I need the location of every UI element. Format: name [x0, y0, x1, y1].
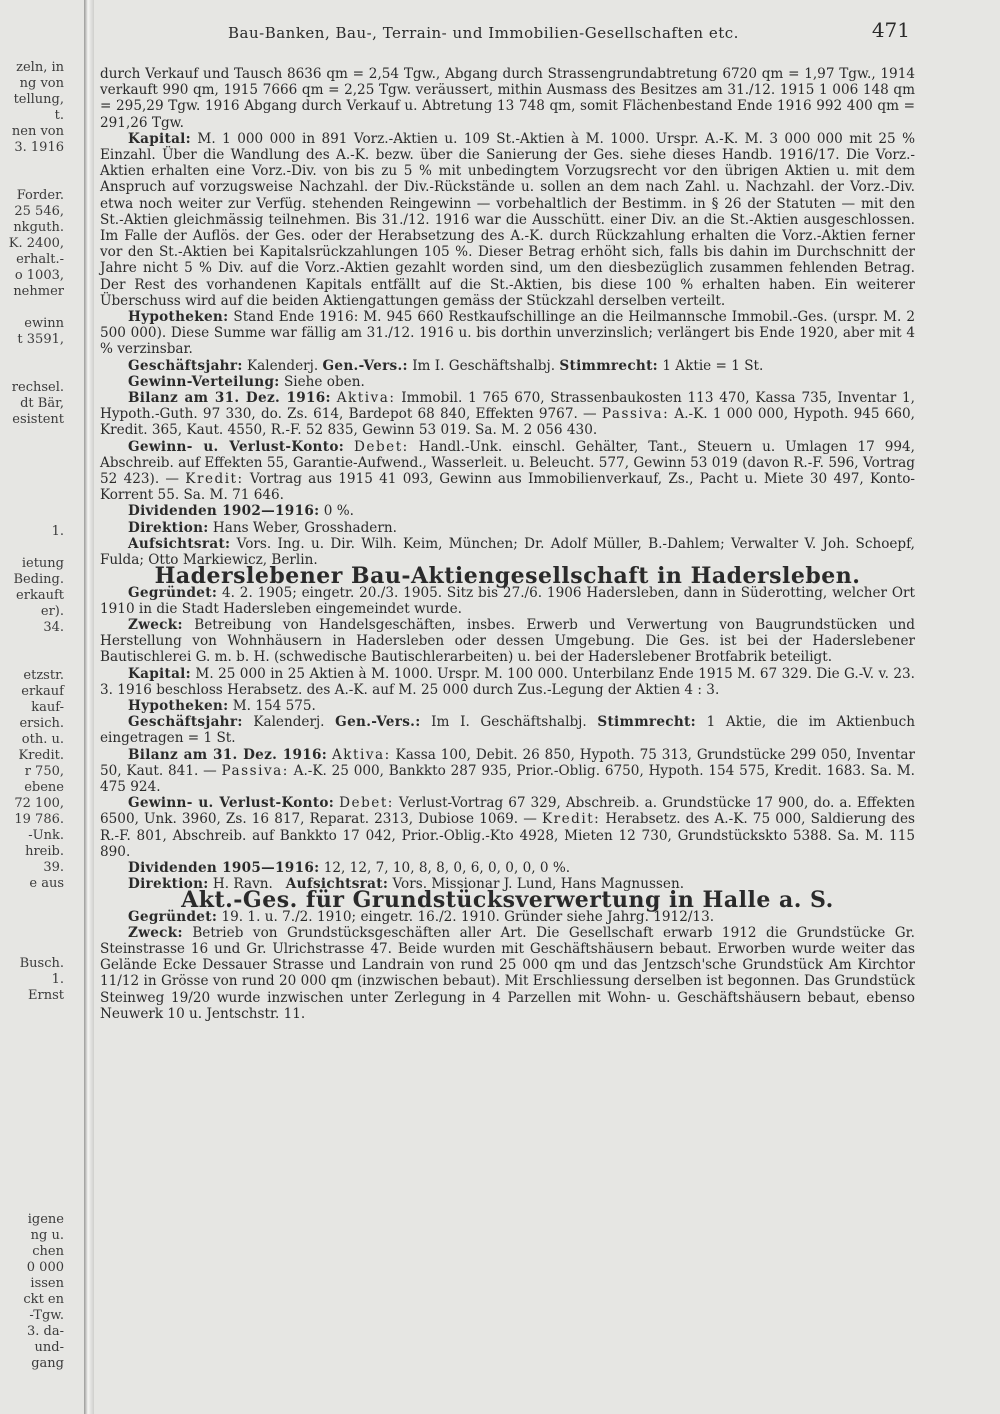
section2-geschaeftsjahr: Geschäftsjahr: Kalenderj. Gen.-Vers.: Im I. Geschäftshalbj. Stimmrecht: 1 Aktie, die im Aktienbuch eingetragen = 1 St.: [100, 714, 915, 747]
margin-fragment: r 750,: [24, 764, 64, 779]
page-header: [100, 18, 910, 48]
margin-fragment: [0, 636, 70, 652]
margin-fragment: 0 000: [26, 1260, 64, 1275]
margin-fragment: [0, 908, 70, 924]
margin-fragment: [0, 1052, 70, 1068]
margin-fragment: zeln, in: [16, 60, 64, 75]
margin-fragment: o 1003,: [14, 268, 64, 283]
margin-fragment: [0, 492, 70, 508]
margin-fragment: ersich.: [19, 716, 64, 731]
margin-fragment: -Unk.: [28, 828, 64, 843]
margin-fragment: [0, 348, 70, 364]
section1-guv: Gewinn- u. Verlust-Konto: Debet: Handl.-Unk. einschl. Gehälter, Tant., Steuern u. Umlagen 17 994, Abschreib. auf Effekten 55, Garantie-Aufwend., Wasserleit. u. Beleucht. 577, Gewinn 53 019 (davon R.-F. 596, Vortrag 52 423). — Kredit: Vortrag aus 1915 41 093, Gewinn aus Immobilienverkauf, Zs., Pacht u. Miete 30 497, Konto-Korrent 55. Sa. M. 71 646.: [100, 438, 915, 504]
section2-guv: Gewinn- u. Verlust-Konto: Debet: Verlust-Vortrag 67 329, Abschreib. a. Grundstücke 17 900, do. a. Effekten 6500, Unk. 3960, Zs. 16 817, Reparat. 2313, Dubiose 1069. — Kredit: Herabsetz. des A.-K. 75 000, Saldierung des R.-F. 801, Abschreib. auf Bankkto 17 042, Prior.-Oblig.-Kto 4928, Mieten 12 730, Grundstückskto 5388. Sa. M. 115 890.: [100, 795, 915, 860]
section2-zweck: Zweck: Betreibung von Handelsgeschäften, insbes. Erwerb und Verwertung von Baugrundstücken und Herstellung von Wohnhäusern in Hadersleben oder dessen Umgebung. Die Ges. ist bei der Haderslebener Bautischlerei G. m. b. H. (schwedische Bautischlerarbeiten) u. bei der Haderslebener Brotfabrik beteiligt.: [100, 616, 915, 666]
margin-fragment: [0, 444, 70, 460]
margin-fragment: [0, 428, 70, 444]
margin-fragment: [0, 300, 70, 316]
section3-title: Akt.-Ges. für Grundstücksverwertung in Halle a. S.: [181, 887, 834, 914]
margin-fragment: 1.: [51, 524, 64, 539]
main-column: [100, 66, 915, 1022]
margin-fragment: [0, 1084, 70, 1100]
margin-fragment: [0, 1116, 70, 1132]
margin-fragment: [0, 460, 70, 476]
margin-fragment: oth. u.: [21, 732, 64, 747]
margin-fragment: er).: [40, 604, 64, 619]
margin-fragment: [0, 1196, 70, 1212]
margin-fragment: nen von: [11, 124, 64, 139]
margin-fragment: 25 546,: [14, 204, 64, 219]
section2-title: Haderslebener Bau-Aktiengesellschaft in Hadersleben.: [154, 563, 861, 590]
margin-fragment: [0, 1132, 70, 1148]
margin-fragment: [0, 1164, 70, 1180]
margin-fragment: [0, 1004, 70, 1020]
margin-fragment: Busch.: [19, 956, 64, 971]
section2-hypotheken: Hypotheken: M. 154 575.: [128, 697, 316, 714]
margin-fragment: t.: [54, 108, 64, 123]
margin-fragment: etzstr.: [23, 668, 64, 683]
margin-fragment: ewinn: [24, 316, 64, 331]
margin-fragment: igene: [27, 1212, 64, 1227]
margin-fragment: [0, 364, 70, 380]
margin-fragment: [0, 508, 70, 524]
section3-gegruendet: Gegründet: 19. 1. u. 7./2. 1910; eingetr. 16./2. 1910. Gründer siehe Jahrg. 1912/13.: [128, 908, 715, 925]
running-title: Bau-Banken, Bau-, Terrain- und Immobilien-Gesellschaften etc.: [228, 24, 739, 42]
section1-gewinnverteilung: Gewinn-Verteilung: Siehe oben.: [128, 373, 365, 390]
margin-fragment: gang: [31, 1356, 64, 1371]
section1-hypotheken: Hypotheken: Stand Ende 1916: M. 945 660 Restkaufschillinge an die Heilmannsche Immobil.-Ges. (urspr. M. 2 500 000). Diese Summe war fällig am 31./12. 1916 u. bis dorthin unverzinslich; verlängert bis Ende 1920, aber mit 4 % verzinsbar.: [100, 309, 915, 358]
section1-dividenden: Dividenden 1902—1916: 0 %.: [128, 503, 354, 520]
margin-fragment: [0, 1068, 70, 1084]
margin-fragment: [0, 540, 70, 556]
margin-fragment: [0, 924, 70, 940]
margin-fragment: ckt en: [23, 1292, 64, 1307]
margin-fragment: e aus: [29, 876, 64, 891]
margin-fragment: 3. da-: [26, 1324, 64, 1339]
margin-fragment: [0, 476, 70, 492]
margin-fragment: kauf-: [31, 700, 64, 715]
section2-bilanz: Bilanz am 31. Dez. 1916: Aktiva: Kassa 100, Debit. 26 850, Hypoth. 75 313, Grundstücke 299 050, Inventar 50, Kaut. 841. — Passiva: A.-K. 25 000, Bankkto 287 935, Prior.-Oblig. 6750, Hypoth. 154 575, Kredit. 1683. Sa. M. 475 924.: [100, 746, 915, 795]
section2-gegruendet: Gegründet: 4. 2. 1905; eingetr. 20./3. 1905. Sitz bis 27./6. 1906 Hadersleben, dann in Süderotting, welcher Ort 1910 in die Stadt Hadersleben eingemeindet wurde.: [100, 584, 915, 617]
margin-fragment: und-: [34, 1340, 64, 1355]
margin-fragment: rechsel.: [11, 380, 64, 395]
margin-fragment: ebene: [24, 780, 64, 795]
margin-fragment: issen: [30, 1276, 64, 1291]
margin-fragment: [0, 1148, 70, 1164]
section1-kapital: Kapital: M. 1 000 000 in 891 Vorz.-Aktien u. 109 St.-Aktien à M. 1000. Urspr. A.-K. M. 3 000 000 mit 25 % Einzahl. Über die Wandlung des A.-K. bezw. über die Sanierung der Ges. siehe dieses Handb. 1916/17. Die Vorz.-Aktien erhalten eine Vorz.-Div. von bis zu 5 % mit unbedingtem Vorzugsrecht vor den übrigen Aktien u. mit dem Anspruch auf vorzugsweise Nachzahl. der Div.-Rückstände u. sollen an dem nach Zahl. u. Nachzahl. der Vorz.-Div. etwa noch weiter zur Verfüg. stehenden Reingewinn — vorbehaltlich der Bestimm. in § 26 der Statuten — mit den St.-Aktien gleichmässig teilnehmen. Bis 31./12. 1916 war die Ausschütt. einer Div. an die St.-Aktien ausgeschlossen. Im Falle der Auflös. der Ges. oder der Herabsetzung des A.-K. durch Rückzahlung erhalten die Vorz.-Aktien ferner vor den St.-Aktien bei Kapitalsrückzahlungen 105 %. Dieser Betrag erhöht sich, falls bis dahin im Durchschnitt der Jahre nicht 5 % Div. auf die Vorz.-Aktien gezahlt worden sind, um den diesbezüglich zusammen fehlenden Betrag. Der Rest des vorhandenen Kapitals entfällt auf die St.-Aktien, bis diese 100 % erhalten haben. Ein weiterer Überschuss wird auf die beiden Aktiengattungen gemäss der Stückzahl derselben verteilt.: [100, 130, 916, 309]
margin-fragment: -Tgw.: [29, 1308, 64, 1323]
margin-fragment: ng u.: [30, 1228, 64, 1243]
margin-fragment: Beding.: [13, 572, 64, 587]
margin-fragment: K. 2400,: [8, 236, 64, 251]
section3-zweck: Zweck: Betrieb von Grundstücksgeschäften aller Art. Die Gesellschaft erwarb 1912 die Grundstücke Gr. Steinstrasse 16 und Gr. Ulrichstrasse 47. Beide wurden mit Geschäftshäusern bebaut. Erworben wurde weiter das Gelände Ecke Dessauer Strasse und Landrain von rund 25 000 qm und das Jentzsch'sche Grundstück Am Kirchtor 11/12 in Grösse von rund 20 000 qm (inzwischen bebaut). Mit Erschliessung derselben ist begonnen. Das Grundstück Steinweg 19/20 wurde inzwischen unter Zerlegung in 4 Parzellen mit Wohn- u. Geschäftshäusern bebaut, ebenso Neuwerk 10 u. Jentschstr. 11.: [100, 924, 915, 1022]
section1-bilanz: Bilanz am 31. Dez. 1916: Aktiva: Immobil. 1 765 670, Strassenbaukosten 113 470, Kassa 735, Inventar 1, Hypoth.-Guth. 97 330, do. Zs. 614, Bardepot 68 840, Effekten 9767. — Passiva: A.-K. 1 000 000, Hypoth. 945 660, Kredit. 365, Kaut. 4550, R.-F. 52 835, Gewinn 53 019. Sa. M. 2 056 430.: [100, 390, 916, 439]
margin-fragment: erkauf: [21, 684, 64, 699]
margin-fragment: [0, 940, 70, 956]
section2-direktion: Direktion: H. Ravn. Aufsichtsrat: Vors. Missionar J. Lund, Hans Magnussen.: [128, 876, 685, 893]
section1-direktion: Direktion: Hans Weber, Grosshadern.: [128, 519, 397, 536]
margin-fragment: chen: [32, 1244, 64, 1259]
left-margin-fragments: [0, 60, 70, 1390]
margin-fragment: [0, 1036, 70, 1052]
margin-fragment: 34.: [43, 620, 64, 635]
margin-fragment: esistent: [12, 412, 64, 427]
margin-fragment: 39.: [43, 860, 64, 875]
margin-fragment: ietung: [21, 556, 64, 571]
margin-fragment: nkguth.: [13, 220, 64, 235]
margin-fragment: [0, 172, 70, 188]
margin-fragment: hreib.: [25, 844, 64, 859]
margin-fragment: tellung,: [13, 92, 64, 107]
margin-fragment: nehmer: [13, 284, 64, 299]
margin-fragment: [0, 652, 70, 668]
margin-fragment: dt Bär,: [20, 396, 64, 411]
margin-fragment: erkauft: [16, 588, 64, 603]
binding-rule: [84, 0, 94, 1414]
section2-dividenden: Dividenden 1905—1916: 12, 12, 7, 10, 8, 8, 0, 6, 0, 0, 0, 0 %.: [128, 859, 571, 876]
margin-fragment: ng von: [19, 76, 64, 91]
margin-fragment: t 3591,: [17, 332, 64, 347]
page-number: 471: [871, 18, 910, 42]
section1-intro: durch Verkauf und Tausch 8636 qm = 2,54 Tgw., Abgang durch Strassengrundabtretung 6720 qm = 1,97 Tgw., 1914 verkauft 990 qm, 1915 7666 qm = 2,25 Tgw. veräussert, mithin Ausmass des Besitzes am 31./12. 1915 1 006 148 qm = 295,29 Tgw. 1916 Abgang durch Verkauf u. Abtretung 13 748 qm, somit Flächenbestand Ende 1916 992 400 qm = 291,26 Tgw.: [100, 66, 915, 131]
margin-fragment: [0, 1020, 70, 1036]
margin-fragment: [0, 892, 70, 908]
section1-geschaeftsjahr: Geschäftsjahr: Kalenderj. Gen.-Vers.: Im I. Geschäftshalbj. Stimmrecht: 1 Aktie = 1 St.: [128, 357, 764, 374]
margin-fragment: [0, 1180, 70, 1196]
margin-fragment: [0, 1100, 70, 1116]
margin-fragment: [0, 156, 70, 172]
margin-fragment: Ernst: [28, 988, 64, 1003]
margin-fragment: 3. 1916: [14, 140, 64, 155]
margin-fragment: erhalt.-: [16, 252, 64, 267]
margin-fragment: Kredit.: [18, 748, 64, 763]
section2-kapital: Kapital: M. 25 000 in 25 Aktien à M. 1000. Urspr. M. 100 000. Unterbilanz Ende 1915 M. 67 329. Die G.-V. v. 23. 3. 1916 beschloss Herabsetz. des A.-K. auf M. 25 000 durch Zus.-Legung der Aktien 4 : 3.: [100, 665, 915, 698]
margin-fragment: Forder.: [16, 188, 64, 203]
margin-fragment: 72 100,: [14, 796, 64, 811]
margin-fragment: 1.: [51, 972, 64, 987]
section1-aufsichtsrat: Aufsichtsrat: Vors. Ing. u. Dir. Wilh. Keim, München; Dr. Adolf Müller, B.-Dahlem; Verwalter V. Joh. Schoepf, Fulda; Otto Markiewicz, Berlin.: [100, 535, 916, 569]
margin-fragment: 19 786.: [14, 812, 64, 827]
